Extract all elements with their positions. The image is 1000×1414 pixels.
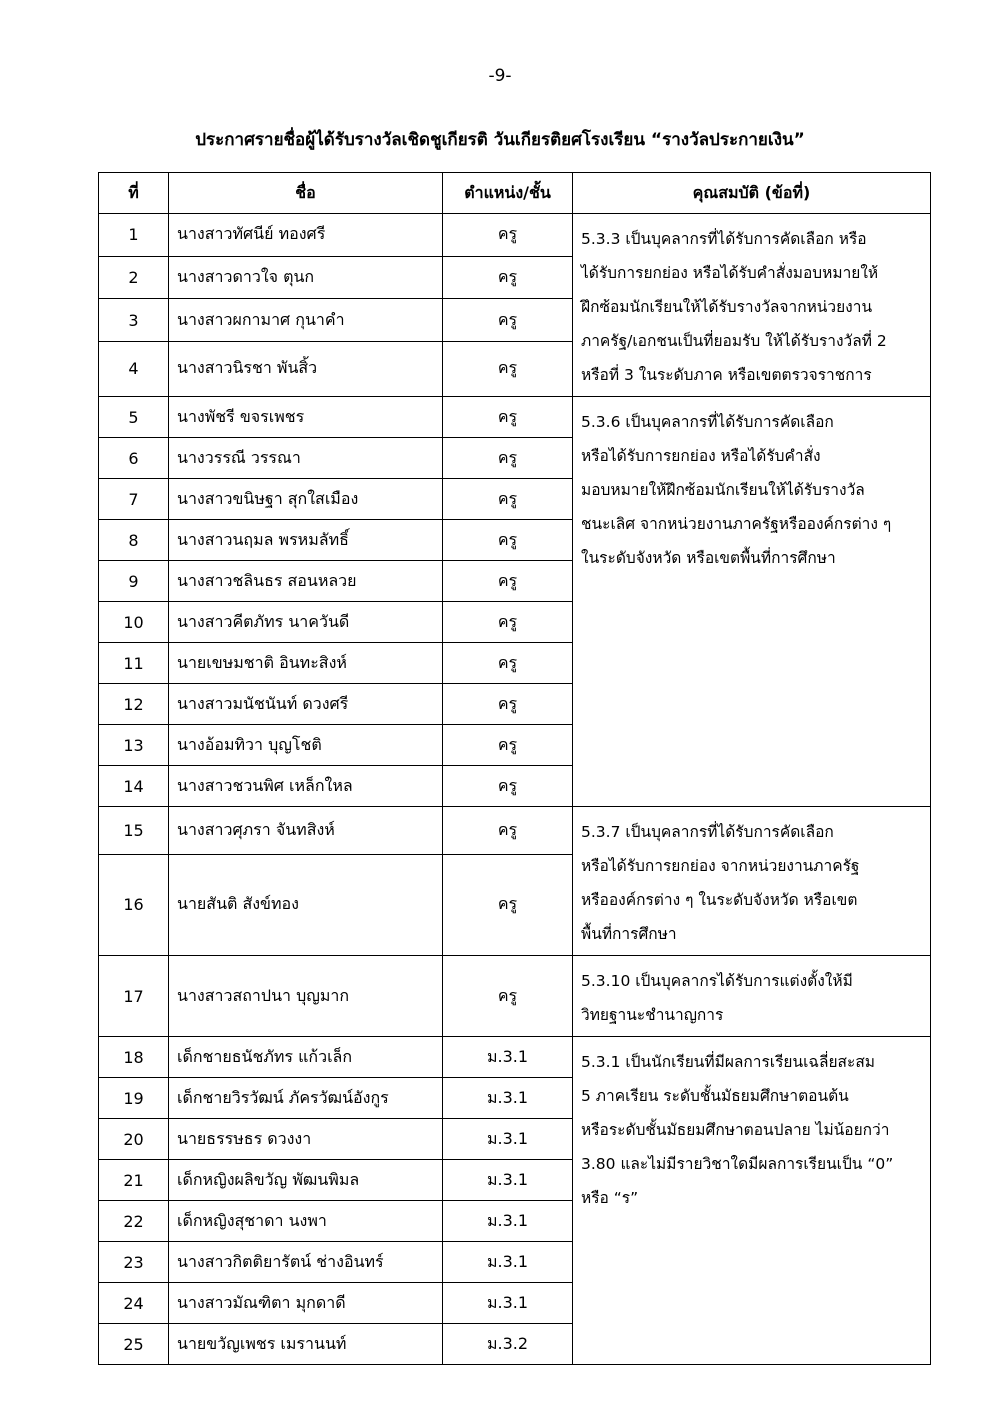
award-table <box>98 172 931 1365</box>
row-number: 15 <box>99 807 169 855</box>
row-number: 5 <box>99 397 169 438</box>
position-cell: ครู <box>443 807 573 855</box>
position-cell: ม.3.1 <box>443 1283 573 1324</box>
row-number: 11 <box>99 643 169 684</box>
qualification-line: วิทยฐานะชำนาญการ <box>581 1006 724 1024</box>
person-name: นางสาวนิรชา พันสิ้ว <box>169 341 443 396</box>
person-name: นางสาวทัศนีย์ ทองศรี <box>169 214 443 257</box>
document-title: ประกาศรายชื่อผู้ได้รับรางวัลเชิดชูเกียรติ วันเกียรติยศโรงเรียน “รางวัลประกายเงิน” <box>195 130 805 150</box>
position-cell: ครู <box>443 214 573 257</box>
row-number: 4 <box>99 341 169 396</box>
person-name: นางพัชรี ขจรเพชร <box>169 397 443 438</box>
qualification-line: 5.3.3 เป็นบุคลากรที่ได้รับการคัดเลือก หรือ <box>581 230 867 248</box>
person-name: นางอ้อมทิวา บุญโชติ <box>169 725 443 766</box>
person-name: เด็กชายวิรวัฒน์ ภัครวัฒน์อังกูร <box>169 1078 443 1119</box>
person-name: นางสาวชลินธร สอนหลวย <box>169 561 443 602</box>
row-number: 20 <box>99 1119 169 1160</box>
person-name: เด็กหญิงผลิขวัญ พัฒนพิมล <box>169 1160 443 1201</box>
header-position: ตำแหน่ง/ชั้น <box>443 173 573 214</box>
row-number: 7 <box>99 479 169 520</box>
position-cell: ครู <box>443 256 573 299</box>
qualification-line: ภาครัฐ/เอกชนเป็นที่ยอมรับ ให้ได้รับรางวัลที่ 2 <box>581 332 887 350</box>
qualification-line: ฝึกซ้อมนักเรียนให้ได้รับรางวัลจากหน่วยงาน <box>581 298 873 316</box>
person-name: นางวรรณี วรรณา <box>169 438 443 479</box>
row-number: 17 <box>99 956 169 1037</box>
position-cell: ครู <box>443 643 573 684</box>
position-cell: ครู <box>443 561 573 602</box>
page-number: -9- <box>488 66 512 86</box>
person-name: นางสาวชวนพิศ เหล็กใหล <box>169 766 443 807</box>
person-name: นายธรรษธร ดวงงา <box>169 1119 443 1160</box>
person-name: เด็กหญิงสุชาดา นงพา <box>169 1201 443 1242</box>
qualification-line: 5.3.1 เป็นนักเรียนที่มีผลการเรียนเฉลี่ยสะสม <box>581 1053 876 1071</box>
row-number: 16 <box>99 854 169 955</box>
row-number: 10 <box>99 602 169 643</box>
qualification-cell <box>573 807 931 956</box>
qualification-cell <box>573 956 931 1037</box>
row-number: 14 <box>99 766 169 807</box>
row-number: 13 <box>99 725 169 766</box>
table-row <box>99 956 931 1037</box>
position-cell: ครู <box>443 397 573 438</box>
qualification-line: ในระดับจังหวัด หรือเขตพื้นที่การศึกษา <box>581 549 836 567</box>
position-cell: ครู <box>443 602 573 643</box>
qualification-line: หรือที่ 3 ในระดับภาค หรือเขตตรวจราชการ <box>581 366 872 384</box>
position-cell: ม.3.1 <box>443 1201 573 1242</box>
position-cell: ครู <box>443 479 573 520</box>
qualification-line: 5.3.7 เป็นบุคลากรที่ได้รับการคัดเลือก <box>581 823 834 841</box>
row-number: 25 <box>99 1324 169 1365</box>
qualification-cell <box>573 397 931 807</box>
position-cell: ม.3.1 <box>443 1119 573 1160</box>
row-number: 9 <box>99 561 169 602</box>
qualification-line: หรือได้รับการยกย่อง จากหน่วยงานภาครัฐ <box>581 857 860 875</box>
person-name: นายสันติ สังข์ทอง <box>169 854 443 955</box>
position-cell: ครู <box>443 956 573 1037</box>
position-cell: ครู <box>443 299 573 342</box>
header-qualification: คุณสมบัติ (ข้อที่) <box>573 173 931 214</box>
position-cell: ม.3.1 <box>443 1160 573 1201</box>
table-row <box>99 214 931 257</box>
header-no: ที่ <box>99 173 169 214</box>
person-name: นางสาวสถาปนา บุญมาก <box>169 956 443 1037</box>
qualification-line: หรือ “ร” <box>581 1189 639 1207</box>
position-cell: ครู <box>443 854 573 955</box>
table-row <box>99 397 931 438</box>
position-cell: ม.3.1 <box>443 1242 573 1283</box>
row-number: 2 <box>99 256 169 299</box>
position-cell: ม.3.1 <box>443 1078 573 1119</box>
person-name: นางสาวนฤมล พรหมลัทธิ์ <box>169 520 443 561</box>
person-name: นางสาวกิตติยารัตน์ ช่างอินทร์ <box>169 1242 443 1283</box>
person-name: นางสาวศุภรา จันทสิงห์ <box>169 807 443 855</box>
person-name: นางสาวขนิษฐา สุกใสเมือง <box>169 479 443 520</box>
person-name: นางสาวมัณฑิตา มุกดาดี <box>169 1283 443 1324</box>
row-number: 8 <box>99 520 169 561</box>
qualification-line: ชนะเลิศ จากหน่วยงานภาครัฐหรือองค์กรต่าง ๆ <box>581 515 892 533</box>
row-number: 1 <box>99 214 169 257</box>
position-cell: ครู <box>443 684 573 725</box>
header-name: ชื่อ <box>169 173 443 214</box>
person-name: นางสาวผกามาศ กุนาคำ <box>169 299 443 342</box>
person-name: นายขวัญเพชร เมรานนท์ <box>169 1324 443 1365</box>
qualification-line: 5.3.6 เป็นบุคลากรที่ได้รับการคัดเลือก <box>581 413 834 431</box>
position-cell: ครู <box>443 341 573 396</box>
position-cell: ม.3.2 <box>443 1324 573 1365</box>
person-name: นางสาวมนัชนันท์ ดวงศรี <box>169 684 443 725</box>
qualification-line: พื้นที่การศึกษา <box>581 925 677 943</box>
person-name: นายเขษมชาติ อินทะสิงห์ <box>169 643 443 684</box>
position-cell: ครู <box>443 520 573 561</box>
row-number: 18 <box>99 1037 169 1078</box>
qualification-cell <box>573 1037 931 1365</box>
row-number: 22 <box>99 1201 169 1242</box>
row-number: 24 <box>99 1283 169 1324</box>
person-name: นางสาวคีตภัทร นาควันดี <box>169 602 443 643</box>
qualification-cell <box>573 214 931 397</box>
table-row <box>99 807 931 855</box>
qualification-line: หรือได้รับการยกย่อง หรือได้รับคำสั่ง <box>581 447 821 465</box>
row-number: 23 <box>99 1242 169 1283</box>
qualification-line: ได้รับการยกย่อง หรือได้รับคำสั่งมอบหมายให้ <box>581 264 879 282</box>
person-name: เด็กชายธนัชภัทร แก้วเล็ก <box>169 1037 443 1078</box>
row-number: 12 <box>99 684 169 725</box>
person-name: นางสาวดาวใจ ตุนก <box>169 256 443 299</box>
row-number: 19 <box>99 1078 169 1119</box>
row-number: 3 <box>99 299 169 342</box>
position-cell: ครู <box>443 766 573 807</box>
table-row <box>99 1037 931 1078</box>
qualification-line: มอบหมายให้ฝึกซ้อมนักเรียนให้ได้รับรางวัล <box>581 481 865 499</box>
row-number: 6 <box>99 438 169 479</box>
position-cell: ครู <box>443 438 573 479</box>
qualification-line: 5 ภาคเรียน ระดับชั้นมัธยมศึกษาตอนต้น <box>581 1087 849 1105</box>
qualification-line: หรือระดับชั้นมัธยมศึกษาตอนปลาย ไม่น้อยกว่า <box>581 1121 890 1139</box>
qualification-line: หรือองค์กรต่าง ๆ ในระดับจังหวัด หรือเขต <box>581 891 858 909</box>
position-cell: ม.3.1 <box>443 1037 573 1078</box>
qualification-line: 5.3.10 เป็นบุคลากรได้รับการแต่งตั้งให้มี <box>581 972 853 990</box>
position-cell: ครู <box>443 725 573 766</box>
row-number: 21 <box>99 1160 169 1201</box>
qualification-line: 3.80 และไม่มีรายวิชาใดมีผลการเรียนเป็น “0” <box>581 1155 894 1173</box>
table-header-row <box>99 173 931 214</box>
